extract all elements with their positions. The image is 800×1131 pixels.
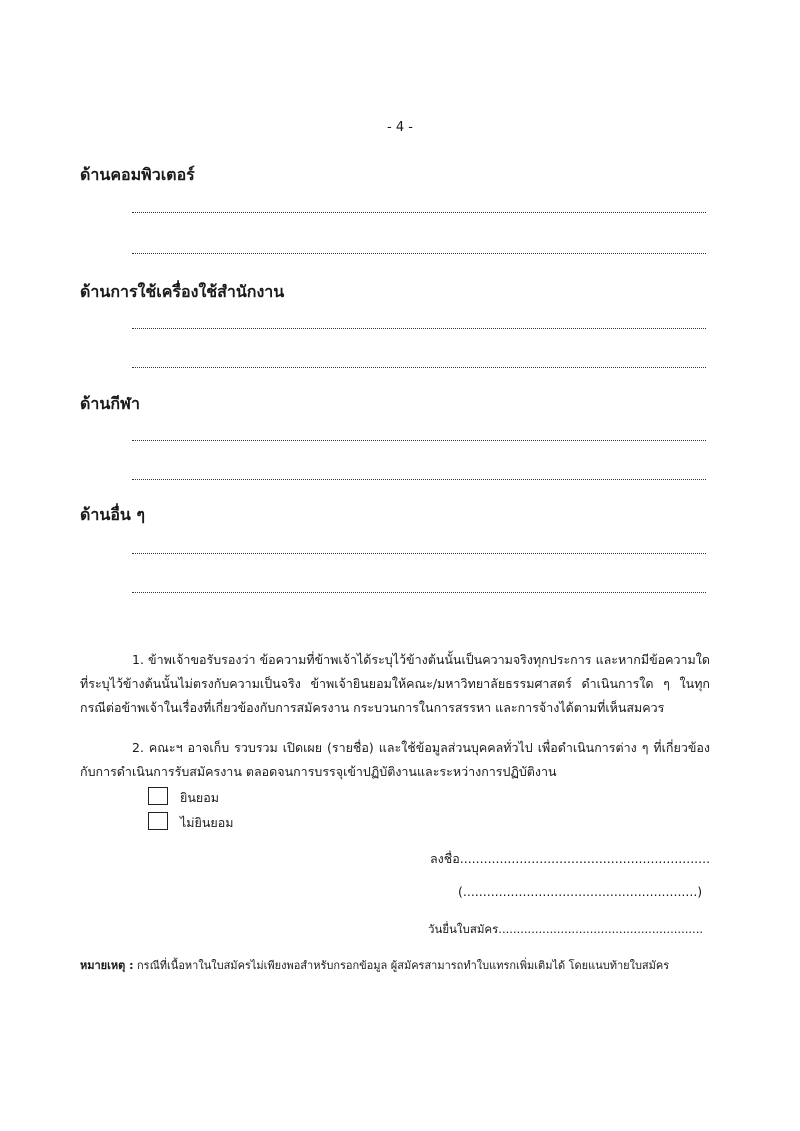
footnote-label: หมายเหตุ : [80,959,134,972]
fill-line[interactable] [132,367,706,368]
fill-line[interactable] [132,440,706,441]
application-date-line[interactable]: วันยื่นใบสมัคร........................................................ [428,922,704,936]
section-heading-computer: ด้านคอมพิวเตอร์ [80,165,195,184]
consent-disagree-label: ไม่ยินยอม [180,815,234,830]
section-heading-sports: ด้านกีฬา [80,394,140,413]
fill-line[interactable] [132,328,706,329]
fill-line[interactable] [132,553,706,554]
page-number: - 4 - [387,120,413,135]
printed-name-line[interactable]: (...........................................................) [458,884,703,899]
fill-line[interactable] [132,253,706,254]
footnote [80,956,720,974]
consent-disagree-checkbox[interactable] [148,812,168,830]
signature-line[interactable]: ลงชื่อ............................................................... [430,851,711,866]
declaration-paragraph-2: 2. คณะฯ อาจเก็บ รวบรวม เปิดเผย (รายชื่อ) และใช้ข้อมูลส่วนบุคคลทั่วไป เพื่อดำเนินการต่าง ๆ ที่เกี่ยวข้องกับการดำเนินการรับสมัครงาน ตลอดจนการบรรจุเข้าปฏิบัติงานและระหว่างการปฏิบัติงาน [80,740,710,779]
fill-line[interactable] [132,212,706,213]
declaration-paragraph-1: 1. ข้าพเจ้าขอรับรองว่า ข้อความที่ข้าพเจ้าได้ระบุไว้ข้างต้นนั้นเป็นความจริงทุกประการ และหากมีข้อความใดที่ระบุไว้ข้างต้นนั้นไม่ตรงกับความเป็นจริง ข้าพเจ้ายินยอมให้คณะ/มหาวิทยาลัยธรรมศาสตร์ ดำเนินการใด ๆ ในทุกกรณีต่อข้าพเจ้าในเรื่องที่เกี่ยวข้องกับการสมัครงาน กระบวนการในการสรรหา และการจ้างได้ตามที่เห็นสมควร [80,652,710,715]
fill-line[interactable] [132,592,706,593]
section-heading-office-equipment: ด้านการใช้เครื่องใช้สำนักงาน [80,282,285,301]
footnote-text: กรณีที่เนื้อหาในใบสมัครไม่เพียงพอสำหรับกรอกข้อมูล ผู้สมัครสามารถทำใบแทรกเพิ่มเติมได้ โดยแนบท้ายใบสมัคร [137,959,670,972]
section-heading-other: ด้านอื่น ๆ [80,505,146,524]
consent-agree-checkbox[interactable] [148,787,168,805]
fill-line[interactable] [132,479,706,480]
consent-agree-label: ยินยอม [180,790,219,805]
